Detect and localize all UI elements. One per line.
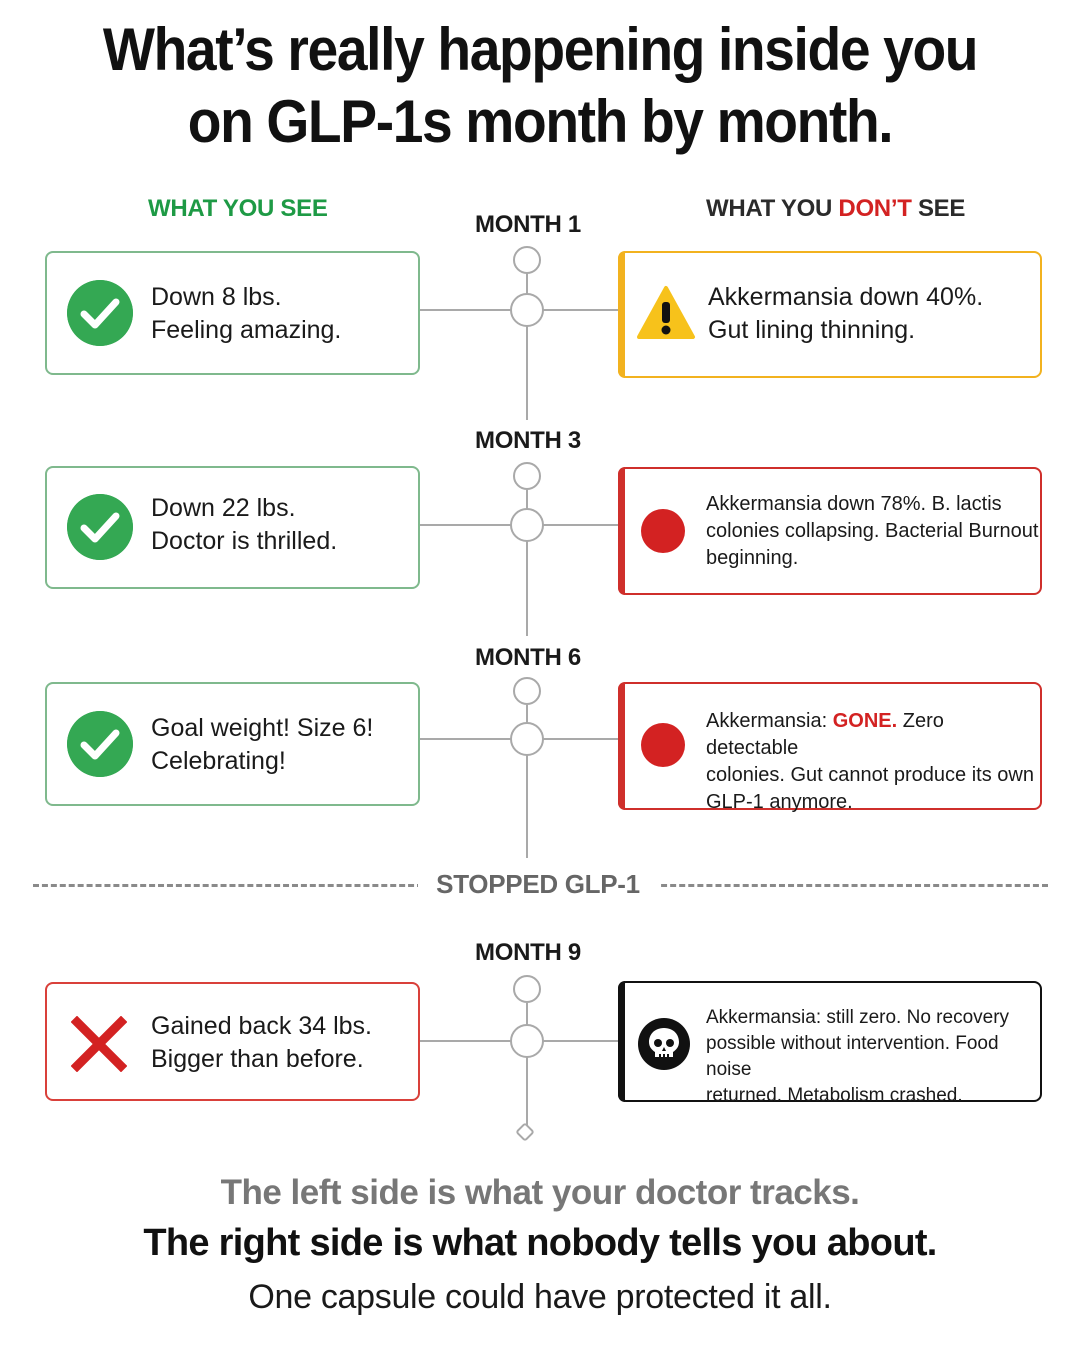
card-line: Feeling amazing. (151, 316, 342, 344)
card-line: colonies collapsing. Bacterial Burnout (706, 520, 1039, 542)
red-dot-icon (641, 509, 685, 553)
stopped-glp1-label: STOPPED GLP-1 (418, 869, 658, 900)
timeline-end-icon (515, 1122, 535, 1142)
card-line: Akkermansia down 78%. B. lactis (706, 493, 1002, 515)
what-you-dont-see-card-month-3 (618, 467, 1042, 595)
card-line-part: Zero detectable (706, 710, 944, 759)
month-label-1: MONTH 1 (475, 211, 581, 238)
card-text (708, 281, 983, 347)
month-label-3: MONTH 3 (475, 427, 581, 454)
timeline-node (513, 246, 541, 274)
what-you-dont-see-heading (706, 195, 965, 223)
check-circle-icon (67, 711, 133, 777)
card-line: returned. Metabolism crashed. (706, 1085, 963, 1106)
title-line-1: What’s really happening inside you (102, 16, 978, 83)
card-line-part: Akkermansia: (706, 710, 833, 732)
card-line: colonies. Gut cannot produce its own (706, 764, 1034, 786)
card-line: Gut lining thinning. (708, 316, 916, 344)
timeline-node (510, 722, 544, 756)
card-line: Gained back 34 lbs. (151, 1012, 372, 1040)
check-circle-icon (67, 280, 133, 346)
timeline-node (513, 975, 541, 1003)
heading-post: SEE (911, 195, 966, 222)
card-text (706, 708, 1040, 816)
card-line: GLP-1 anymore. (706, 791, 853, 813)
what-you-dont-see-card-month-6 (618, 682, 1042, 813)
month-label-6: MONTH 6 (475, 644, 581, 671)
month-label-9: MONTH 9 (475, 939, 581, 966)
page-title (43, 14, 1037, 158)
warning-triangle-icon (636, 285, 696, 341)
card-text (706, 491, 1038, 572)
card-text (151, 1010, 372, 1076)
card-line: Doctor is thrilled. (151, 527, 338, 555)
what-you-dont-see-card-month-1 (618, 251, 1042, 378)
title-line-2: on GLP-1s month by month. (187, 88, 893, 155)
card-line: possible without intervention. Food noise (706, 1033, 999, 1080)
footer-line-2: The right side is what nobody tells you about. (143, 1222, 937, 1264)
skull-icon (637, 1017, 691, 1071)
timeline-node (510, 293, 544, 327)
what-you-see-card-month-6 (45, 682, 420, 806)
card-text (151, 712, 373, 778)
card-line: Akkermansia down 40%. (708, 283, 984, 311)
what-you-see-card-month-1 (45, 251, 420, 375)
card-line: Goal weight! Size 6! (151, 714, 374, 742)
red-dot-icon (641, 723, 685, 767)
divider-dash-right (652, 884, 1048, 887)
check-circle-icon (67, 494, 133, 560)
what-you-see-card-month-3 (45, 466, 420, 589)
what-you-see-heading: WHAT YOU SEE (148, 195, 328, 222)
heading-pre: WHAT YOU (706, 195, 839, 222)
footer-line-3: One capsule could have protected it all. (248, 1278, 832, 1316)
card-line: Celebrating! (151, 747, 286, 775)
what-you-dont-see-card-month-9 (618, 981, 1042, 1106)
footer-line-1: The left side is what your doctor tracks. (220, 1173, 860, 1212)
timeline-segment (526, 1003, 528, 1125)
timeline-node (510, 1024, 544, 1058)
card-text (706, 1005, 1040, 1109)
heading-accent: DON’T (838, 195, 912, 222)
timeline-node (513, 677, 541, 705)
card-line (706, 708, 1040, 762)
card-line: Down 8 lbs. (151, 283, 282, 311)
card-line: beginning. (706, 547, 799, 569)
card-text (151, 492, 337, 558)
timeline-node (510, 508, 544, 542)
card-line: Akkermansia: still zero. No recovery (706, 1007, 1010, 1028)
timeline-node (513, 462, 541, 490)
x-mark-icon (71, 1016, 127, 1072)
divider-dash-left (33, 884, 423, 887)
gone-highlight: GONE. (832, 710, 898, 732)
card-line: Down 22 lbs. (151, 494, 296, 522)
what-you-see-card-month-9 (45, 982, 420, 1101)
card-text (151, 281, 341, 347)
card-line: Bigger than before. (151, 1045, 364, 1073)
